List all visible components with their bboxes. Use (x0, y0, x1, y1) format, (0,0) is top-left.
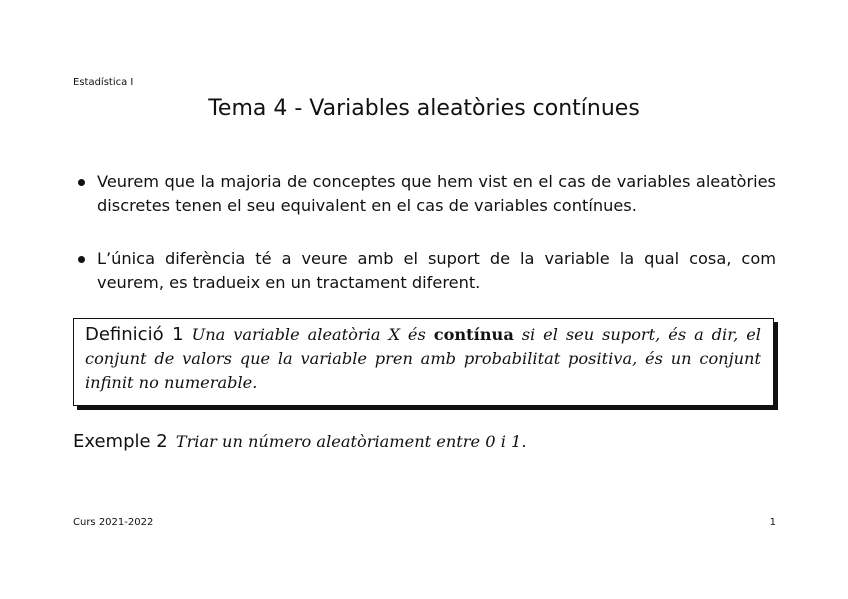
bullet-icon (78, 179, 85, 186)
definition-box (73, 318, 774, 406)
bullet-text: Veurem que la majoria de conceptes que hem vist en el cas de variables aleatòries discretes tenen el seu equivalent en el cas de variables contínues. (97, 172, 776, 215)
bullet-list (73, 170, 776, 295)
definition-text-start: Una variable aleatòria (191, 325, 381, 344)
definition-text (85, 323, 761, 395)
definition-variable: X (388, 325, 400, 344)
page-number: 1 (769, 517, 776, 528)
definition-label: Definició 1 (85, 324, 184, 345)
definition-text-es: és (407, 325, 426, 344)
example (73, 430, 776, 454)
bullet-icon (78, 256, 85, 263)
example-text: Triar un número aleatòriament entre 0 i 1. (175, 432, 527, 451)
definition-text-end: si el seu suport, és a dir, el conjunt de valors que la variable pren amb probabilitat positiva, és un conjunt infinit no numerable. (85, 325, 761, 392)
bullet-item (73, 170, 776, 218)
bullet-item (73, 247, 776, 295)
bullet-text: L’única diferència té a veure amb el suport de la variable la qual cosa, com veurem, es tradueix en un tractament diferent. (97, 249, 776, 292)
example-label: Exemple 2 (73, 431, 168, 452)
page-title: Tema 4 - Variables aleatòries contínues (208, 96, 640, 121)
definition-term: contínua (433, 325, 514, 344)
header-course-label: Estadística I (73, 77, 134, 88)
footer-course-year: Curs 2021-2022 (73, 517, 154, 528)
